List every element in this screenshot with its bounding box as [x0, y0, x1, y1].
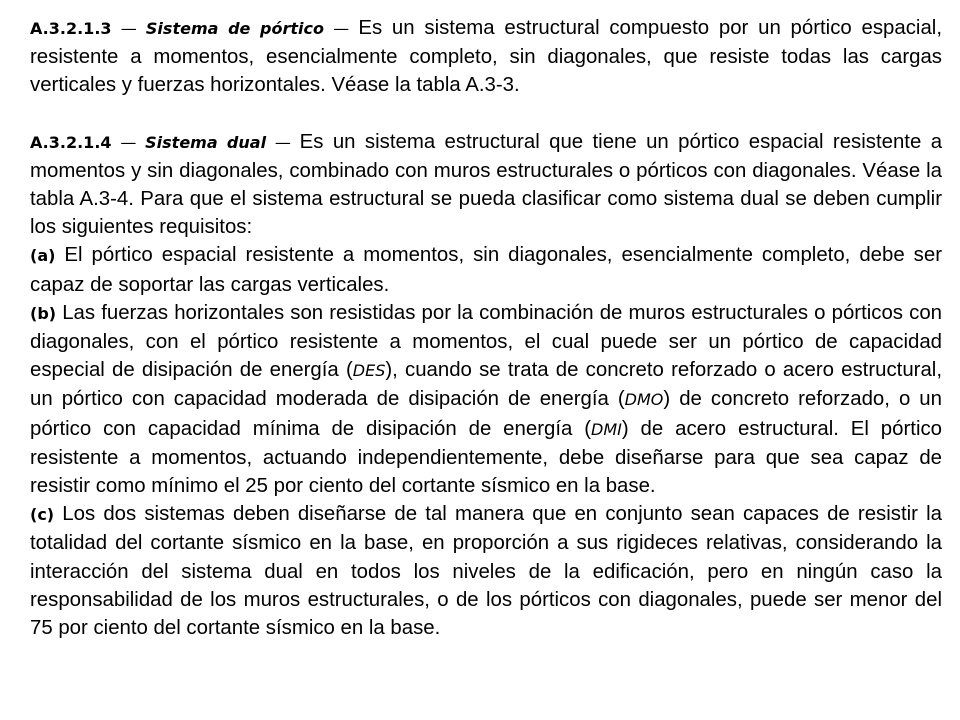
requirement-marker: (b) — [30, 303, 57, 323]
requirement-marker: (a) — [30, 246, 56, 266]
requirement-c — [30, 500, 942, 642]
section-code: A.3.2.1.3 — [30, 19, 112, 38]
paragraph-gap — [30, 100, 942, 128]
requirement-text: Los dos sistemas deben diseñarse de tal manera que en conjunto sean capaces de resistir la totalidad del cortante sísmico en la base, en proporción a sus rigideces relativas, considerando la interacción del sistema dual en todos los niveles de la edificación, pero en ningún caso la responsabilidad de los muros estructurales, o de los pórticos con diagonales, puede ser menor del 75 por ciento del cortante sísmico en la base. — [30, 503, 942, 640]
section-dash: — — [111, 132, 146, 152]
requirement-text: El pórtico espacial resistente a momentos, sin diagonales, esencialmente completo, debe ser capaz de soportar las cargas verticales. — [30, 244, 942, 296]
section-a3214-dual-paragraph — [30, 128, 942, 242]
requirement-marker: (c) — [30, 505, 55, 525]
requirement-text-part: ) de concreto reforzado, o un pórtico con capacidad mínima de disipación de energía ( — [30, 388, 942, 440]
requirement-text-part: ) de acero estructural. El pórtico resistente a momentos, actuando independientemente, debe diseñarse para que sea capaz de resistir como mínimo el 25 por ciento del cortante sísmico en la base. — [30, 417, 943, 498]
requirement-text-part: Las fuerzas horizontales son resistidas por la combinación de muros estructurales o pórticos con diagonales, con el pórtico resistente a momentos, el cual puede ser un pórtico de capacidad especial de disipación de energía ( — [30, 301, 942, 382]
section-body-text: Es un sistema estructural que tiene un pórtico espacial resistente a momentos y sin diagonales, combinado con muros estructurales o pórticos con diagonales. Véase la tabla A.3-4. Para que el sistema estructural se pueda clasificar como sistema dual se deben cumplir los siguientes requisitos: — [30, 130, 943, 239]
requirement-text-part: ), cuando se trata de concreto reforzado o acero estructural, un pórtico con capacidad moderada de disipación de energía ( — [30, 359, 942, 411]
abbreviation-dmi: DMI — [591, 419, 622, 439]
section-title: Sistema de pórtico — [145, 19, 324, 38]
section-dash: — — [111, 19, 146, 38]
section-title: Sistema dual — [145, 132, 267, 152]
section-a3214-paragraph — [30, 14, 942, 100]
requirement-b — [30, 299, 942, 500]
requirement-a — [30, 241, 942, 298]
abbreviation-des: DES — [352, 361, 386, 381]
abbreviation-dmo: DMO — [624, 390, 664, 410]
section-dash-after: — — [324, 19, 359, 38]
document-page — [30, 14, 942, 642]
section-dash-after: — — [266, 132, 300, 152]
section-code: A.3.2.1.4 — [30, 132, 112, 152]
section-body-text: Es un sistema estructural compuesto por un pórtico espacial, resistente a momentos, esencialmente completo, sin diagonales, que resiste todas las cargas verticales y fuerzas horizontales. Véase la tabla A.3-3. — [30, 17, 942, 97]
